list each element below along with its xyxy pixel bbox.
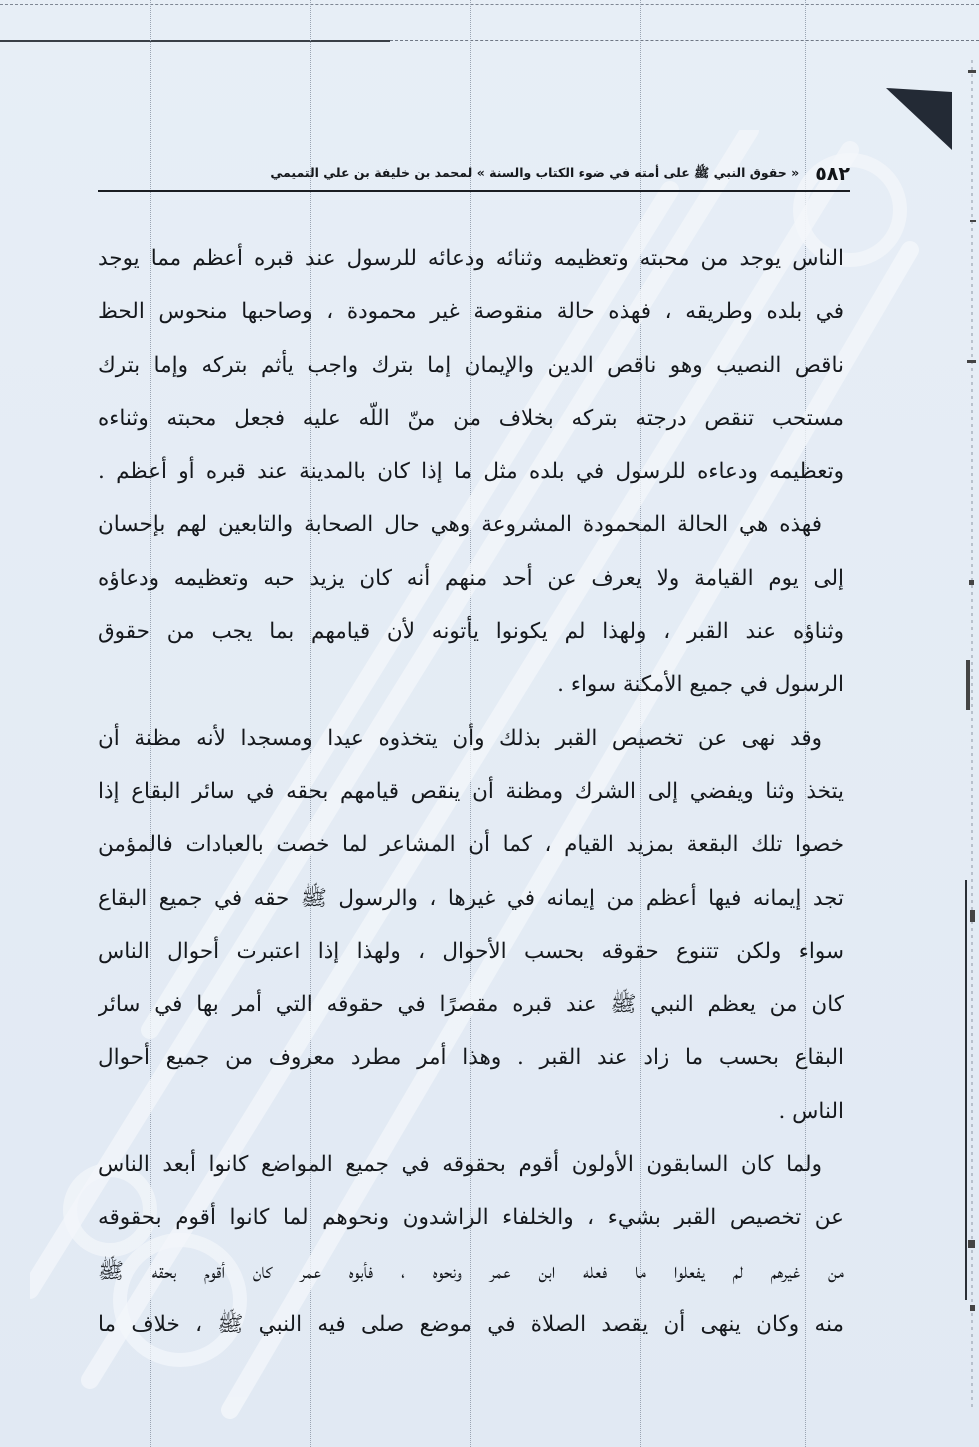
text-line: يتخذ وثنا ويفضي إلى الشرك ومظنة أن ينقص قيامهم بحقه في سائر البقاع إذا [98, 778, 844, 804]
text-line: ناقص النصيب وهو ناقص الدين والإيمان إما بترك واجب يأثم بتركه وإما بترك [98, 352, 844, 378]
text-line: البقاع بحسب ما زاد عند القبر . وهذا أمر مطرد معروف من جميع أحوال [98, 1045, 844, 1071]
scan-dashed-line [0, 4, 979, 5]
scan-top-dashed-rule [390, 40, 979, 41]
scan-edge-marks [958, 60, 979, 1410]
text-line: وقد نهى عن تخصيص القبر بذلك وأن يتخذوه عيدا ومسجدا لأنه مظنة أن [98, 725, 822, 751]
corner-fold-mark [886, 88, 952, 150]
header-rule [98, 190, 850, 192]
page-number: ٥٨٢ [815, 163, 850, 185]
text-line: الناس يوجد من محبته وتعظيمه وثنائه ودعائه للرسول عند قبره أعظم مما يوجد [98, 246, 844, 271]
text-line: الناس . [778, 1098, 844, 1124]
scan-top-rule [0, 40, 390, 42]
text-line: عن تخصيص القبر بشيء ، والخلفاء الراشدون ونحوهم لما كانوا أقوم بحقوقه [98, 1205, 844, 1231]
text-line: وثناؤه عند القبر ، ولهذا لم يكونوا يأتونه لأن قيامهم بما يجب من حقوق [98, 619, 844, 645]
body-text [98, 232, 844, 1351]
text-line: في بلده وطريقه ، فهذه حالة منقوصة غير محمودة ، وصاحبها منحوس الحظ [98, 299, 844, 325]
text-line: ولما كان السابقون الأولون أقوم بحقوقه في جميع المواضع كانوا أبعد الناس [98, 1152, 822, 1178]
running-title: « حقوق النبي ﷺ على أمته في ضوء الكتاب والسنة » لمحمد بن خليفة بن علي التميمي [270, 164, 800, 180]
text-line: مستحب تنقص درجته بتركه بخلاف من منّ اللّه عليه فجعل محبته وثناءه [98, 405, 844, 431]
text-line: تجد إيمانه فيها أعظم من إيمانه في غيرها ، والرسول ﷺ حقه في جميع البقاع [98, 885, 844, 911]
text-line: الرسول في جميع الأمكنة سواء . [557, 672, 844, 698]
text-line: إلى يوم القيامة ولا يعرف عن أحد منهم أنه كان يزيد حبه وتعظيمه ودعاؤه [98, 565, 844, 591]
text-line: منه وكان ينهى أن يقصد الصلاة في موضع صلى فيه النبي ﷺ ، خلاف ما [98, 1311, 844, 1337]
text-line: كان من يعظم النبي ﷺ عند قبره مقصرًا في حقوقه التي أمر بها في سائر [98, 992, 844, 1018]
text-line: خصوا تلك البقعة بمزيد القيام ، كما أن المشاعر لما خصت بالعبادات فالمؤمن [98, 832, 844, 858]
text-line: من غيرهم لم يفعلوا ما فعله ابن عمر ونحوه ، فأبوه عمر كان أقوم بحقه ﷺ [98, 1258, 844, 1284]
running-header [98, 160, 850, 188]
scan-right-edge-line [965, 880, 967, 1300]
text-line: وتعظيمه ودعاءه للرسول في بلده مثل ما إذا كان بالمدينة عند قبره أو أعظم . [98, 459, 844, 485]
text-line: فهذه هي الحالة المحمودة المشروعة وهي حال الصحابة والتابعين لهم بإحسان [98, 512, 822, 538]
text-line: سواء ولكن تتنوع حقوقه بحسب الأحوال ، ولهذا إذا اعتبرت أحوال الناس [98, 938, 844, 964]
